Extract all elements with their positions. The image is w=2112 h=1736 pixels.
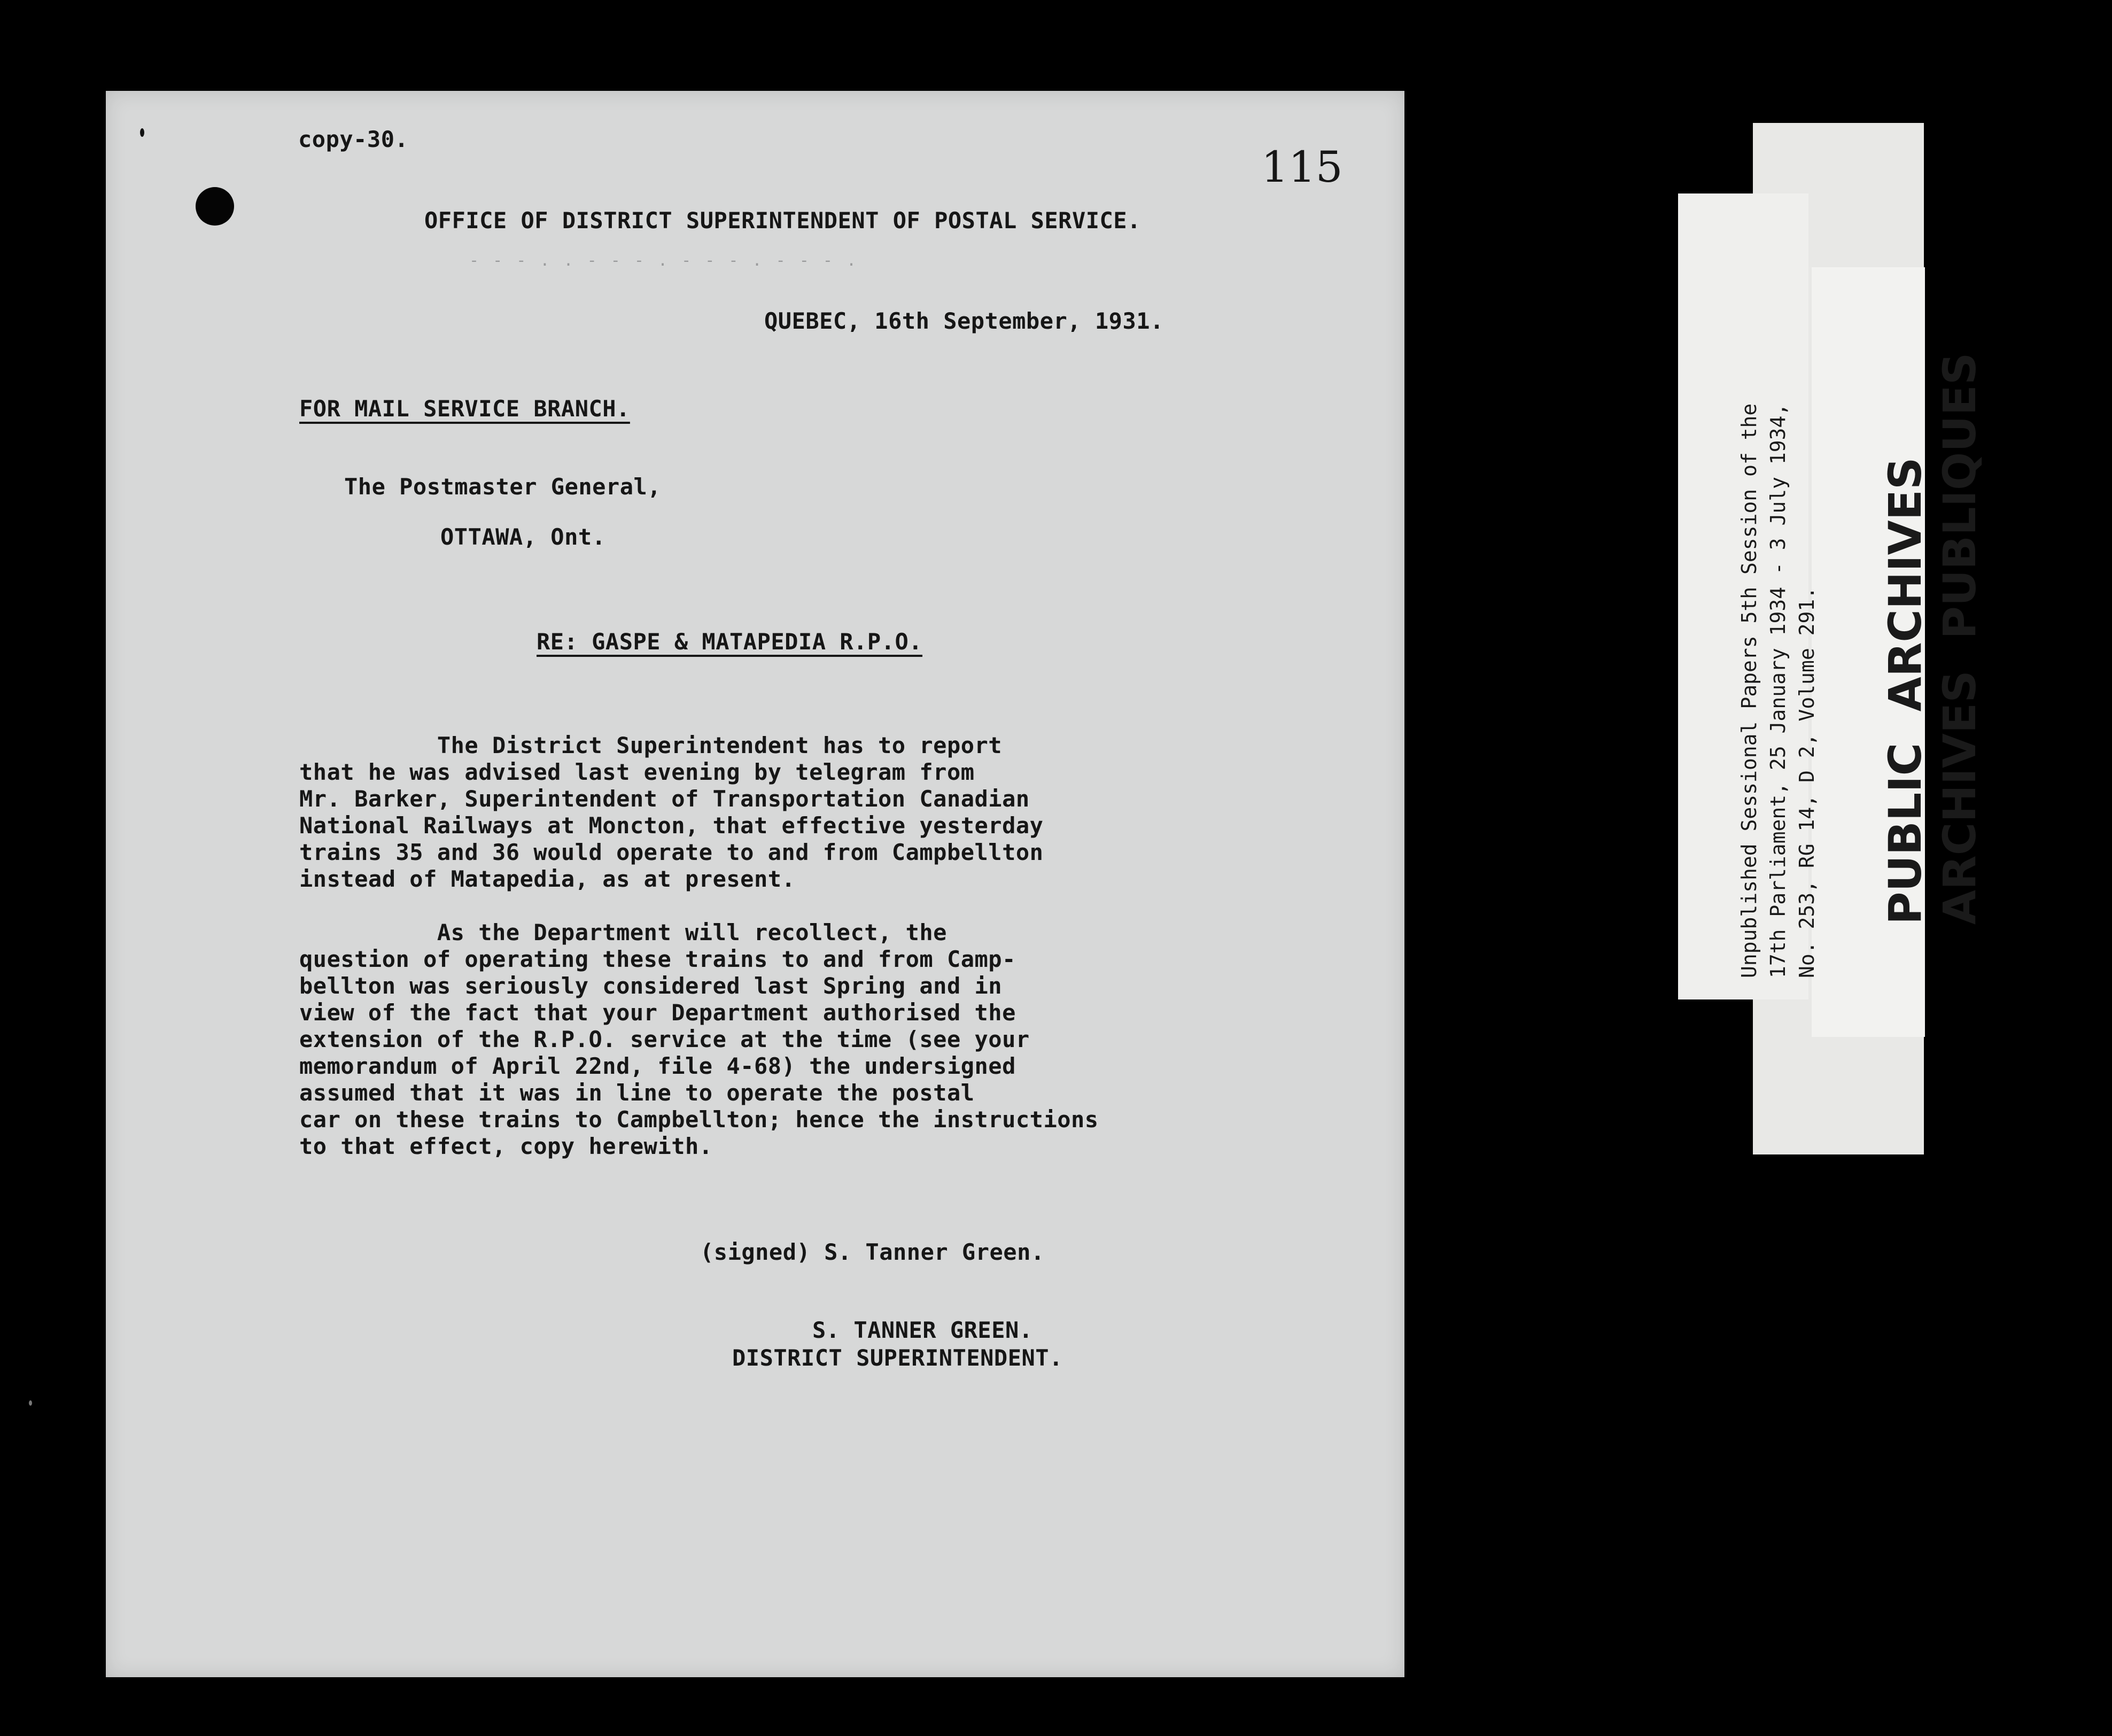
citation-line: No. 253, RG 14, D 2, Volume 291. xyxy=(1795,586,1819,978)
page-number: 115 xyxy=(1261,142,1343,192)
paragraph-line: to that effect, copy herewith. xyxy=(299,1133,713,1159)
branch-line: FOR MAIL SERVICE BRANCH. xyxy=(299,396,630,422)
paragraph-line: trains 35 and 36 would operate to and from Campbellton xyxy=(299,839,1044,865)
paragraph-line: As the Department will recollect, the xyxy=(299,919,947,945)
place-date: QUEBEC, 16th September, 1931. xyxy=(764,308,1164,334)
citation-line: Unpublished Sessional Papers 5th Session of the xyxy=(1737,403,1761,978)
punch-hole xyxy=(196,187,234,226)
paragraph-line: National Railways at Moncton, that effective yesterday xyxy=(299,812,1044,839)
paragraph-line: car on these trains to Campbellton; hence the instructions xyxy=(299,1106,1099,1133)
document-page xyxy=(106,91,1404,1677)
paragraph-line: assumed that it was in line to operate the postal xyxy=(299,1080,975,1106)
paragraph-1 xyxy=(299,706,1043,893)
stamp-line: ARCHIVES PUBLIQUES xyxy=(1934,352,1986,925)
paragraph-line: bellton was seriously considered last Spring and in xyxy=(299,973,1003,999)
paragraph-line: instead of Matapedia, as at present. xyxy=(299,866,796,892)
archive-citation xyxy=(1706,404,1821,978)
copy-mark: copy-30. xyxy=(298,126,409,152)
letter-heading: OFFICE OF DISTRICT SUPERINTENDENT OF POSTAL SERVICE. xyxy=(424,207,1141,234)
paragraph-line: Mr. Barker, Superintendent of Transportation Canadian xyxy=(299,786,1030,812)
strikethrough-heading-trace: - - - . . - - - . - - - . - - - . xyxy=(469,251,859,270)
stamp-line: PUBLIC ARCHIVES xyxy=(1879,457,1931,925)
paragraph-line: question of operating these trains to and from Camp- xyxy=(299,946,1016,972)
recipient-line-1: The Postmaster General, xyxy=(344,474,662,500)
paragraph-line: memorandum of April 22nd, file 4-68) the undersigned xyxy=(299,1053,1016,1079)
paragraph-line: extension of the R.P.O. service at the time (see your xyxy=(299,1026,1030,1052)
ink-speck xyxy=(140,128,144,137)
signature-name: S. TANNER GREEN. xyxy=(812,1317,1033,1343)
recipient-line-2: OTTAWA, Ont. xyxy=(440,524,606,550)
citation-line: 17th Parliament, 25 January 1934 - 3 July 1934, xyxy=(1766,403,1790,978)
signature-title: DISTRICT SUPERINTENDENT. xyxy=(732,1345,1063,1371)
archive-stamp xyxy=(1823,353,1987,925)
paragraph-line: view of the fact that your Department authorised the xyxy=(299,999,1016,1026)
subject-line: RE: GASPE & MATAPEDIA R.P.O. xyxy=(537,629,923,655)
signed-line: (signed) S. Tanner Green. xyxy=(700,1239,1045,1265)
paragraph-2 xyxy=(299,893,1099,1160)
paragraph-line: The District Superintendent has to report xyxy=(299,732,1003,758)
edge-speck xyxy=(29,1400,32,1406)
paragraph-line: that he was advised last evening by telegram from xyxy=(299,759,975,785)
